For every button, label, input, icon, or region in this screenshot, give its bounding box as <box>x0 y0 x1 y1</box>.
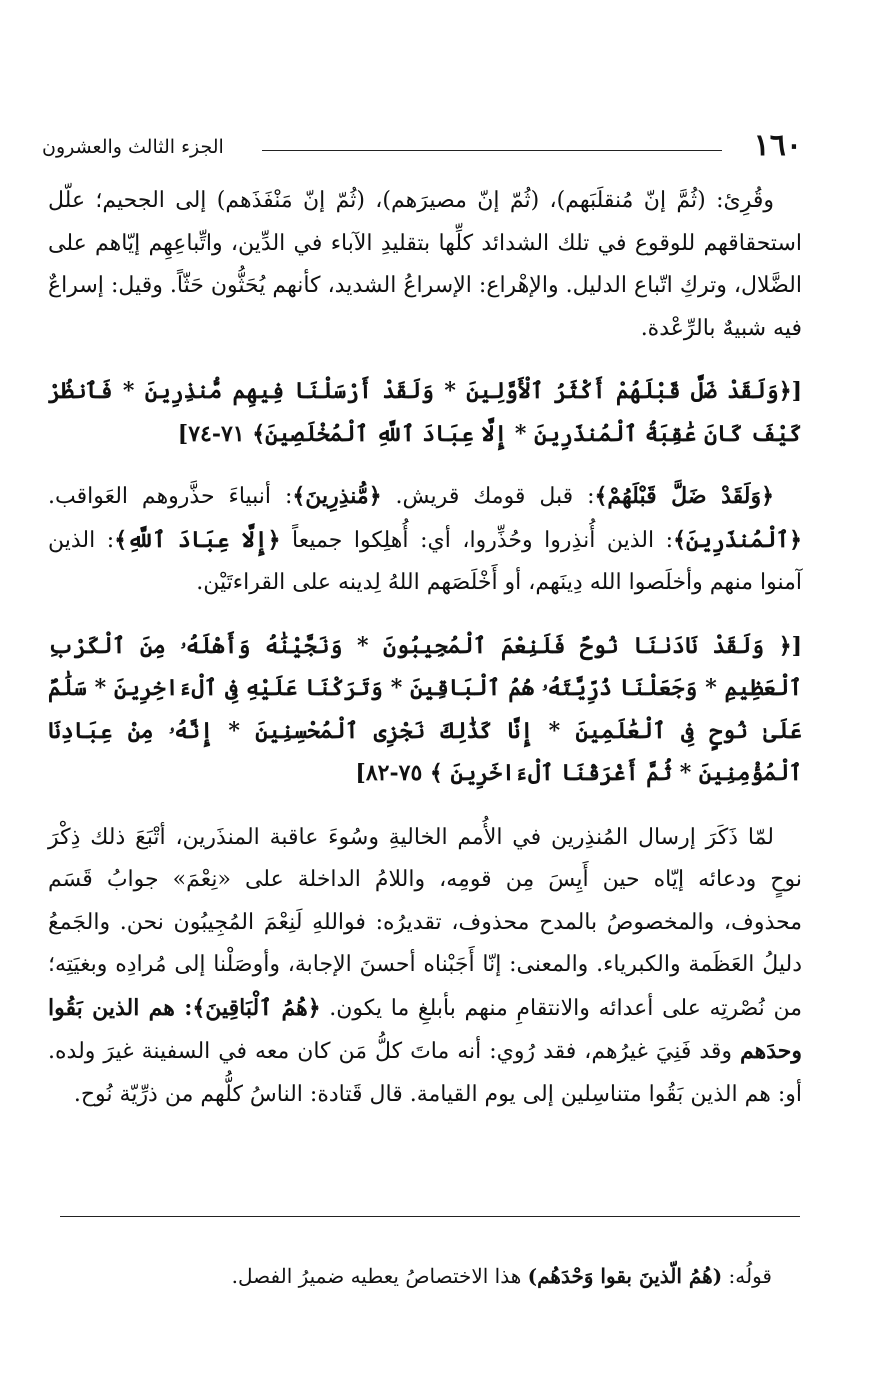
commentary-text: : أنبياءَ حذَّروهم العَواقب. <box>48 484 293 509</box>
commentary-text: لمّا ذَكَرَ إرسال المُنذِرين في الأُمم الخاليةِ وسُوءَ عاقبة المنذَرين، أتْبَعَ ذلك ذِكْرَ نوحٍ ودعائه إيّاه حين أَيِسَ مِن قومِه، واللامُ الداخلة على «نِعْمَ» جوابُ قَسَم محذوف، والمخصوصُ بالمدح محذوف، تقديرُه: فواللهِ لَنِعْمَ المُجِيبُون نحن. والجَمعُ دليلُ العَظَمة والكبرياء. والمعنى: إنّا أَجَبْناه أحسنَ الإجابة، وأوصَلْنا إلى مُرادِه وبغيَتِه؛ من نُصْرتِه على أعدائه والانتقامِ منهم بأبلغِ ما يكون. <box>48 824 802 1021</box>
footnote-rule <box>60 1216 800 1217</box>
verse-block-1: [﴿وَلَقَدْ ضَلَّ قَبْلَهُمْ أَكْثَرُ ٱلْأَوَّلِينَ * وَلَقَدْ أَرْسَلْنَا فِيهِم مُّنذِرِينَ * فَٱنظُرْ كَيْفَ كَانَ عَٰقِبَةُ ٱلْمُنذَرِينَ * إِلَّا عِبَادَ ٱللَّهِ ٱلْمُخْلَصِينَ﴾ ٧١-٧٤] <box>48 378 802 447</box>
commentary-text: وقد فَنِيَ غيرُهم، فقد رُوي: أنه ماتَ كلُّ مَن كان معه في السفينة غيرَ ولده. أو: هم الذين بَقُوا متناسِلين إلى يوم القيامة. قال قَتادة: الناسُ كلُّهم من ذرِّيّة نُوح. <box>48 1039 802 1107</box>
footnote-text: هذا الاختصاصُ يعطيه ضميرُ الفصل. <box>231 1264 528 1288</box>
page-number: ١٦٠ <box>753 128 802 163</box>
quran-quote: ﴿هُمُ ٱلْبَاقِينَ﴾ <box>192 994 321 1021</box>
verse-block-2: [﴿ وَلَقَدْ نَادَىٰنَا نُوحٌ فَلَنِعْمَ ٱلْمُجِيبُونَ * وَنَجَّيْنَٰهُ وَأَهْلَهُۥ مِنَ ٱلْكَرْبِ ٱلْعَظِيمِ * وَجَعَلْنَا ذُرِّيَّتَهُۥ هُمُ ٱلْبَاقِينَ * وَتَرَكْنَا عَلَيْهِ فِى ٱلْءَاخِرِينَ * سَلَٰمٌ عَلَىٰ نُوحٍ فِى ٱلْعَٰلَمِينَ * إِنَّا كَذَٰلِكَ نَجْزِى ٱلْمُحْسِنِينَ * إِنَّهُۥ مِنْ عِبَادِنَا ٱلْمُؤْمِنِينَ * ثُمَّ أَغْرَقْنَا ٱلْءَاخَرِينَ ﴾ ٧٥-٨٢] <box>48 632 802 786</box>
quran-quote: ﴿وَلَقَدْ ضَلَّ قَبْلَهُمْ﴾ <box>594 483 774 509</box>
commentary-text: : قبل قومك قريش. <box>381 484 595 509</box>
quran-quote: ﴿إِلَّا عِبَادَ ٱللَّهِ﴾ <box>114 526 281 553</box>
bold-commentary: : هم الذين بَقُوا وحدَهم <box>48 994 802 1064</box>
quran-quote: ﴿مُّنذِرِينَ﴾ <box>292 483 382 509</box>
footnote <box>60 1256 800 1296</box>
quran-quote: ﴿ٱلْمُنذَرِينَ﴾ <box>673 526 802 553</box>
paragraph-2 <box>48 475 802 605</box>
footnote-quote: (هُمُ الّذينَ بقوا وَحْدَهُم) <box>527 1264 723 1288</box>
commentary-text: : الذين آمنوا منهم وأخلَصوا الله دِينَهم، أو أَخْلَصَهم اللهُ لِدينه على القراءتَيْن. <box>48 527 802 595</box>
running-title: الجزء الثالث والعشرون <box>42 136 224 158</box>
main-text <box>48 180 802 1116</box>
commentary-text: : الذين أُنذِروا وحُذِّروا، أي: أُهلِكوا جميعاً <box>280 527 674 553</box>
paragraph-1: وقُرِئ: (ثُمَّ إنّ مُنقلَبَهم)، (ثُمّ إنّ مصيرَهم)، (ثُمّ إنّ مَنْفَذَهم) إلى الجحيم؛ علّل استحقاقهم للوقوع في تلك الشدائد كلِّها بتقليدِ الآباء في الدِّين، واتِّباعِهِم إيّاهم على الضَّلال، وتركِ اتّباع الدليل. والإهْراع: الإسراعُ الشديد، كأنهم يُحَثُّون حَثّاً. وقيل: إسراعٌ فيه شبيهٌ بالرِّعْدة. <box>48 188 802 341</box>
paragraph-3 <box>48 817 802 1117</box>
footnote-lead: قولُه: <box>722 1264 772 1288</box>
header-rule <box>262 150 722 151</box>
page-header <box>42 128 802 168</box>
